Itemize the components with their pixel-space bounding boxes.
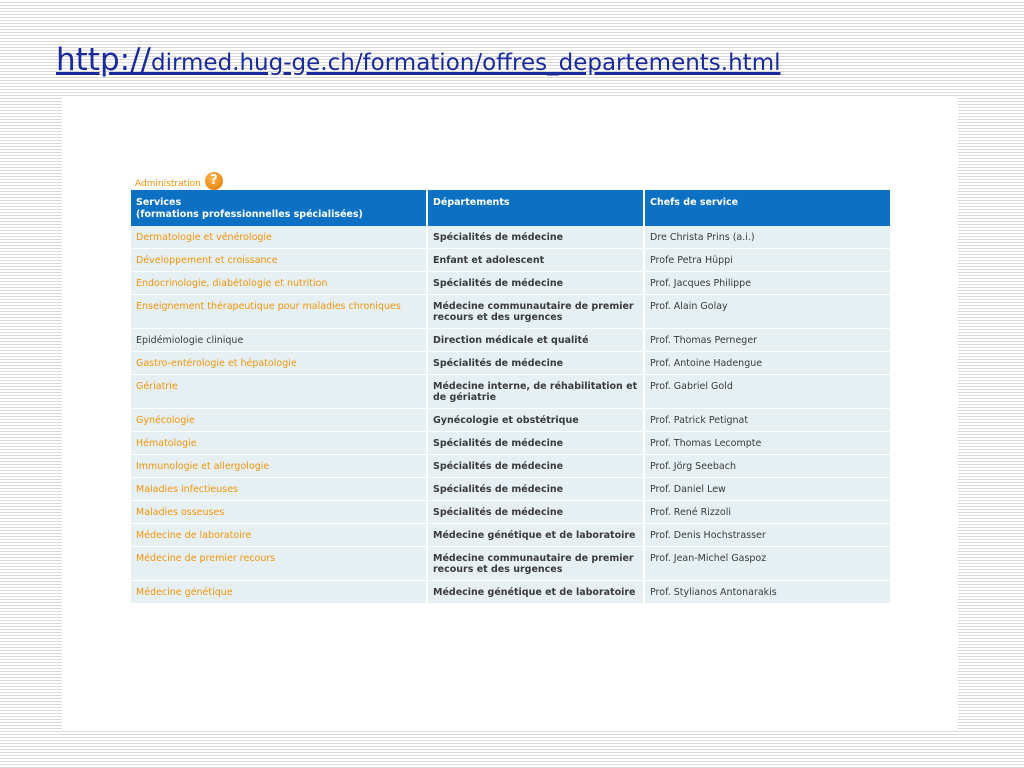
admin-bar (135, 168, 223, 190)
chef-cell: Prof. Thomas Perneger (644, 329, 890, 352)
service-link[interactable]: Immunologie et allergologie (131, 455, 427, 478)
chef-cell: Prof. Denis Hochstrasser (644, 524, 890, 547)
chef-cell: Dre Christa Prins (a.i.) (644, 226, 890, 249)
table-row (131, 478, 890, 501)
chef-cell: Prof. Antoine Hadengue (644, 352, 890, 375)
departement-cell: Spécialités de médecine (427, 501, 644, 524)
table-row (131, 249, 890, 272)
departement-cell: Spécialités de médecine (427, 455, 644, 478)
chef-cell: Prof. Alain Golay (644, 295, 890, 329)
departement-cell: Direction médicale et qualité (427, 329, 644, 352)
table-row (131, 226, 890, 249)
service-link[interactable]: Médecine de premier recours (131, 547, 427, 581)
chef-cell: Prof. Gabriel Gold (644, 375, 890, 409)
service-link[interactable]: Gériatrie (131, 375, 427, 409)
service-link: Epidémiologie clinique (131, 329, 427, 352)
table-row (131, 375, 890, 409)
chef-cell: Prof. René Rizzoli (644, 501, 890, 524)
table-row (131, 501, 890, 524)
service-link[interactable]: Endocrinologie, diabétologie et nutrition (131, 272, 427, 295)
chef-cell: Prof. Jean-Michel Gaspoz (644, 547, 890, 581)
chef-cell: Profe Petra Hüppi (644, 249, 890, 272)
table-row (131, 409, 890, 432)
header-services-title: Services (136, 197, 182, 208)
service-link[interactable]: Médecine de laboratoire (131, 524, 427, 547)
table-row (131, 295, 890, 329)
departement-cell: Gynécologie et obstétrique (427, 409, 644, 432)
departement-cell: Médecine communautaire de premier recours et des urgences (427, 547, 644, 581)
url-protocol[interactable]: http:// (56, 42, 151, 78)
services-table (131, 190, 890, 604)
table-header-row (131, 190, 890, 226)
chef-cell: Prof. Stylianos Antonarakis (644, 581, 890, 604)
service-link[interactable]: Maladies osseuses (131, 501, 427, 524)
chef-cell: Prof. Jacques Philippe (644, 272, 890, 295)
departement-cell: Spécialités de médecine (427, 432, 644, 455)
header-departements: Départements (427, 190, 644, 226)
screenshot-panel (62, 98, 958, 730)
header-chefs: Chefs de service (644, 190, 890, 226)
help-icon[interactable]: ? (205, 172, 223, 190)
chef-cell: Prof. Daniel Lew (644, 478, 890, 501)
service-link[interactable]: Maladies infectieuses (131, 478, 427, 501)
service-link[interactable]: Médecine génétique (131, 581, 427, 604)
service-link[interactable]: Dermatologie et vénérologie (131, 226, 427, 249)
departement-cell: Médecine interne, de réhabilitation et de gériatrie (427, 375, 644, 409)
departement-cell: Médecine communautaire de premier recours et des urgences (427, 295, 644, 329)
table-row (131, 524, 890, 547)
administration-link[interactable]: Administration (135, 179, 201, 189)
table-row (131, 272, 890, 295)
service-link[interactable]: Enseignement thérapeutique pour maladies chroniques (131, 295, 427, 329)
service-link[interactable]: Hématologie (131, 432, 427, 455)
table-row (131, 352, 890, 375)
service-link[interactable]: Développement et croissance (131, 249, 427, 272)
departement-cell: Spécialités de médecine (427, 352, 644, 375)
chef-cell: Prof. Jörg Seebach (644, 455, 890, 478)
service-link[interactable]: Gynécologie (131, 409, 427, 432)
departement-cell: Enfant et adolescent (427, 249, 644, 272)
departement-cell: Médecine génétique et de laboratoire (427, 581, 644, 604)
table-row (131, 547, 890, 581)
header-services (131, 190, 427, 226)
table-row (131, 432, 890, 455)
table-row (131, 329, 890, 352)
chef-cell: Prof. Thomas Lecompte (644, 432, 890, 455)
url-path[interactable]: dirmed.hug-ge.ch/formation/offres_departements.html (150, 50, 781, 76)
chef-cell: Prof. Patrick Petignat (644, 409, 890, 432)
departement-cell: Spécialités de médecine (427, 226, 644, 249)
table-row (131, 581, 890, 604)
slide-title-url[interactable] (56, 40, 781, 78)
departement-cell: Spécialités de médecine (427, 478, 644, 501)
departement-cell: Médecine génétique et de laboratoire (427, 524, 644, 547)
departement-cell: Spécialités de médecine (427, 272, 644, 295)
header-services-subtitle: (formations professionnelles spécialisées) (136, 209, 363, 220)
table-row (131, 455, 890, 478)
service-link[interactable]: Gastro-entérologie et hépatologie (131, 352, 427, 375)
